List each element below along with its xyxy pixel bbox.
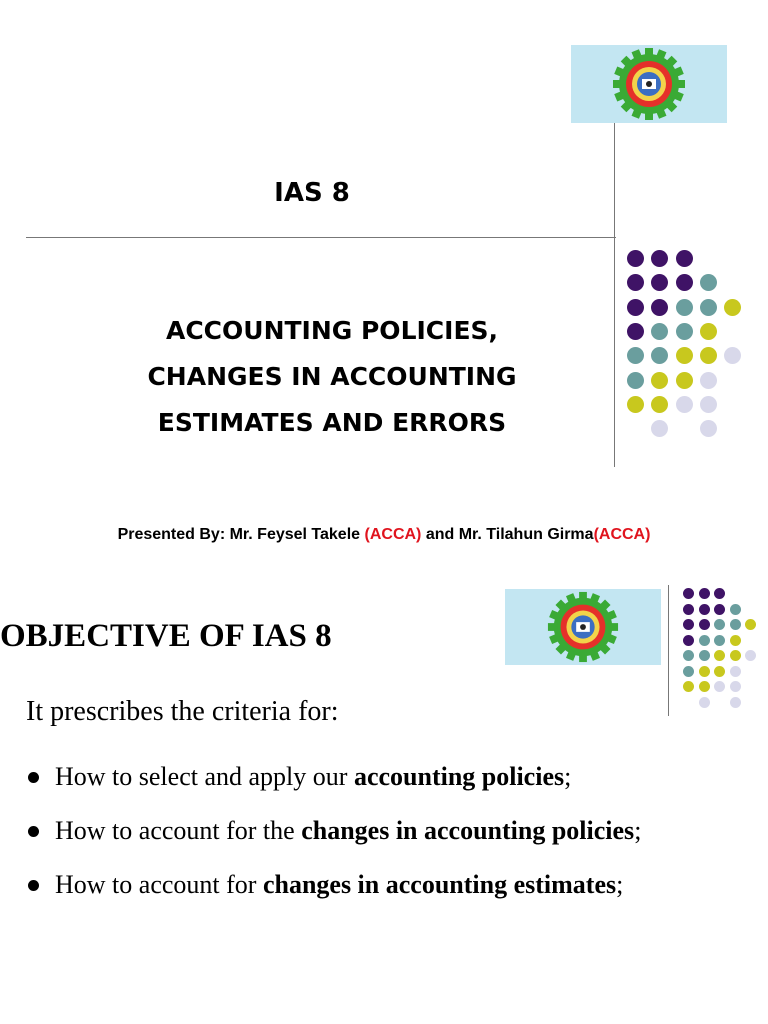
decor-dot — [714, 588, 725, 599]
decor-dot — [676, 250, 693, 267]
decor-dot — [676, 323, 693, 340]
logo-banner — [505, 589, 661, 665]
decor-dot — [700, 274, 717, 291]
credential-badge: (ACCA) — [364, 526, 422, 543]
subtitle-line: ESTIMATES AND ERRORS — [157, 408, 507, 437]
decor-dot — [699, 666, 710, 677]
decor-dot — [683, 650, 694, 661]
decor-dot — [714, 619, 725, 630]
decor-dot — [627, 250, 644, 267]
presenter-credits — [0, 526, 768, 544]
vertical-divider — [668, 585, 669, 716]
list-item: How to account for changes in accounting estimates; — [28, 858, 748, 912]
decor-dot — [676, 372, 693, 389]
decor-dot — [651, 420, 668, 437]
decor-dot — [730, 604, 741, 615]
decor-dot — [730, 619, 741, 630]
decor-dot — [676, 299, 693, 316]
decor-dot — [627, 372, 644, 389]
decor-dot — [699, 650, 710, 661]
presenter-prefix: Presented By: Mr. Feysel Takele — [117, 526, 365, 543]
slide-title: OBJECTIVE OF IAS 8 — [0, 618, 332, 654]
bullet-icon — [28, 880, 39, 891]
slide-title: IAS 8 — [274, 178, 350, 208]
decor-dot — [700, 323, 717, 340]
decor-dot — [683, 681, 694, 692]
decor-dot — [745, 619, 756, 630]
decor-dot — [651, 347, 668, 364]
presenter-middle: and Mr. Tilahun Girma — [421, 526, 594, 543]
gear-emblem-icon — [611, 46, 687, 122]
decor-dot — [676, 347, 693, 364]
objective-slide — [0, 560, 768, 1024]
decor-dot — [651, 372, 668, 389]
decor-dot — [699, 619, 710, 630]
decor-dot — [714, 650, 725, 661]
bullet-icon — [28, 826, 39, 837]
bullet-icon — [28, 772, 39, 783]
decor-dot — [683, 604, 694, 615]
intro-text: It prescribes the criteria for: — [26, 696, 339, 727]
decor-dot — [651, 274, 668, 291]
decor-dot — [699, 635, 710, 646]
decor-dot — [651, 250, 668, 267]
decor-dot — [730, 681, 741, 692]
decor-dot — [700, 372, 717, 389]
decor-dot — [730, 697, 741, 708]
decor-dot — [724, 347, 741, 364]
decor-dot — [699, 697, 710, 708]
decor-dot — [627, 299, 644, 316]
slide-subtitle — [82, 308, 582, 446]
decor-dot — [700, 299, 717, 316]
decor-dot — [730, 666, 741, 677]
decor-dot — [699, 681, 710, 692]
decor-dot — [627, 396, 644, 413]
gear-emblem-icon — [546, 590, 620, 664]
decor-dot — [700, 347, 717, 364]
subtitle-line: ACCOUNTING POLICIES, — [165, 316, 499, 345]
decor-dot — [651, 396, 668, 413]
decor-dot — [627, 274, 644, 291]
decor-dot — [745, 650, 756, 661]
credential-badge: (ACCA) — [593, 526, 651, 543]
subtitle-line: CHANGES IN ACCOUNTING — [147, 362, 517, 391]
decor-dot — [627, 347, 644, 364]
list-item: How to select and apply our accounting policies; — [28, 750, 748, 804]
decor-dot — [683, 619, 694, 630]
decor-dot — [676, 274, 693, 291]
decor-dot — [699, 588, 710, 599]
logo-banner — [571, 45, 727, 123]
decor-dot — [730, 650, 741, 661]
decor-dot — [699, 604, 710, 615]
decor-dot — [714, 635, 725, 646]
decor-dot — [683, 666, 694, 677]
decor-dot — [676, 396, 693, 413]
decor-dot — [714, 681, 725, 692]
decor-dot — [714, 666, 725, 677]
decor-dot — [700, 420, 717, 437]
decor-dot — [700, 396, 717, 413]
decor-dot — [730, 635, 741, 646]
horizontal-divider — [26, 237, 616, 238]
list-item: How to account for the changes in accounting policies; — [28, 804, 748, 858]
decor-dot — [724, 299, 741, 316]
decor-dot — [627, 323, 644, 340]
decor-dot — [683, 635, 694, 646]
decor-dot — [651, 299, 668, 316]
decor-dot — [714, 604, 725, 615]
vertical-divider — [614, 123, 615, 467]
decor-dot — [651, 323, 668, 340]
criteria-list — [28, 750, 748, 912]
decor-dot — [683, 588, 694, 599]
